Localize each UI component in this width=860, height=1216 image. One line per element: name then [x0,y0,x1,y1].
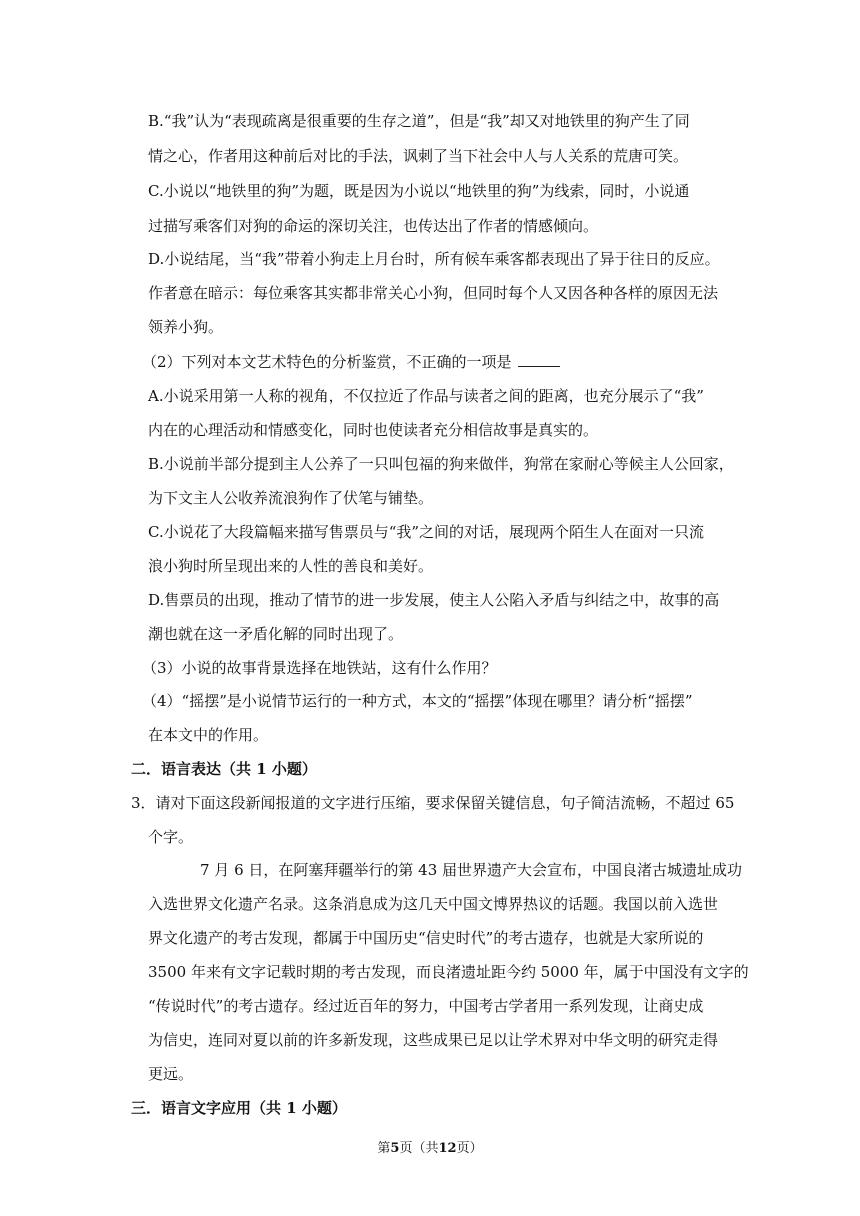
news-paragraph-line-5: “传说时代”的考古遗存。经过近百年的努力，中国考古学者用一系列发现，让商史成 [148,997,704,1015]
q2-option-c-line-1: C.小说花了大段篇幅来描写售票员与“我”之间的对话，展现两个陌生人在面对一只流 [148,523,705,541]
option-c-line-1: C.小说以“地铁里的狗”为题，既是因为小说以“地铁里的狗”为线索，同时，小说通 [148,182,690,200]
q2-option-c-line-2: 浪小狗时所呈现出来的人性的善良和美好。 [148,557,434,575]
footer-prefix: 第 [377,1141,391,1156]
option-b-line-2: 情之心，作者用这种前后对比的手法，讽刺了当下社会中人与人关系的荒唐可笑。 [148,147,689,165]
q2-option-d-line-1: D.售票员的出现，推动了情节的进一步发展，使主人公陷入矛盾与纠结之中，故事的高 [148,591,720,609]
footer-page-number: 5 [390,1141,400,1156]
question-3-main-line-2: 个字。 [148,828,194,846]
news-paragraph-line-3: 界文化遗产的考古发现，都属于中国历史“信史时代”的考古遗存，也就是大家所说的 [148,929,704,947]
q2-option-a-line-2: 内在的心理活动和情感变化，同时也使读者充分相信故事是真实的。 [148,421,599,439]
section-3-heading: 三．语言文字应用（共 1 小题） [131,1099,347,1117]
section-2-heading: 二．语言表达（共 1 小题） [131,760,317,778]
option-d-line-1: D.小说结尾，当“我”带着小狗走上月台时，所有候车乘客都表现出了异于往日的反应。 [148,250,720,268]
question-3-main-line-1: 3．请对下面这段新闻报道的文字进行压缩，要求保留关键信息，句子简洁流畅，不超过 65 [131,794,735,812]
question-3-prompt: （3）小说的故事背景选择在地铁站，这有什么作用？ [142,659,497,677]
option-d-line-3: 领养小狗。 [148,318,224,336]
footer-suffix: 页） [456,1141,483,1156]
question-4-prompt-line-2: 在本文中的作用。 [148,726,269,744]
footer-middle: 页（共 [399,1141,439,1156]
option-d-line-2: 作者意在暗示：每位乘客其实都非常关心小狗，但同时每个人又因各种各样的原因无法 [148,284,719,302]
question-4-prompt-line-1: （4）“摇摆”是小说情节运行的一种方式，本文的“摇摆”体现在哪里？请分析“摇摆” [142,692,693,710]
news-paragraph-line-6: 为信史，连同对夏以前的许多新发现，这些成果已足以让学术界对中华文明的研究走得 [148,1031,719,1049]
news-paragraph-line-7: 更远。 [148,1065,194,1083]
news-paragraph-line-4: 3500 年来有文字记载时期的考古发现，而良渚遗址距今约 5000 年，属于中国没有文字的 [148,963,749,981]
q2-option-d-line-2: 潮也就在这一矛盾化解的同时出现了。 [148,625,404,643]
page-footer [0,1140,860,1158]
answer-blank [518,352,560,367]
footer-total-pages: 12 [438,1141,457,1156]
option-b-line-1: B.“我”认为“表现疏离是很重要的生存之道”，但是“我”却又对地铁里的狗产生了同 [148,112,690,130]
news-paragraph-line-2: 入选世界文化遗产名录。这条消息成为这几天中国文博界热议的话题。我国以前入选世 [148,895,719,913]
q2-option-b-line-2: 为下文主人公收养流浪狗作了伏笔与铺垫。 [148,489,434,507]
question-2-text: （2）下列对本文艺术特色的分析鉴赏，不正确的一项是 [142,353,512,371]
q2-option-b-line-1: B.小说前半部分提到主人公养了一只叫包福的狗来做伴，狗常在家耐心等候主人公回家， [148,455,734,473]
news-paragraph-line-1: 7 月 6 日，在阿塞拜疆举行的第 43 届世界遗产大会宣布，中国良渚古城遗址成功 [200,861,743,879]
q2-option-a-line-1: A.小说采用第一人称的视角，不仅拉近了作品与读者之间的距离，也充分展示了“我” [148,387,704,405]
question-2-prompt [142,352,560,372]
option-c-line-2: 过描写乘客们对狗的命运的深切关注，也传达出了作者的情感倾向。 [148,217,599,235]
